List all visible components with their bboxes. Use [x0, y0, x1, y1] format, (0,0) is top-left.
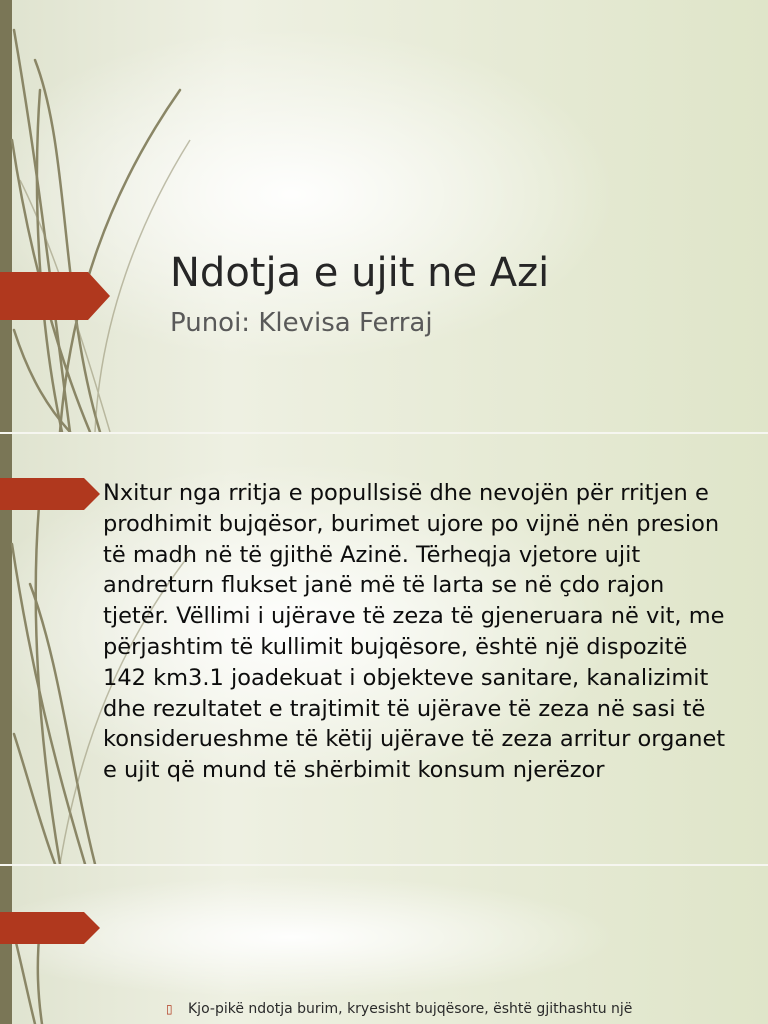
slide-body-text: Nxitur nga rritja e popullsisë dhe nevojën për rritjen e prodhimit bujqësor, burimet ujore po vijnë nën presion të madh në të gjithë Azinë. Tërheqja vjetore ujit andreturn flukset janë më të larta se në çdo rajon tjetër. Vëllimi i ujërave të zeza të gjeneruara në vit, me përjashtim të kullimit bujqësore, është një dispozitë 142 km3.1 joadekuat i objekteve sanitare, kanalizimit dhe rezultatet e trajtimit të ujërave të zeza në sasi të konsiderueshme të këtij ujërave të zeza arritur organet e ujit që mund të shërbimit konsum njerëzor [103, 480, 726, 784]
bullet-text: Kjo-pikë ndotja burim, kryesisht bujqësore, është gjithashtu një [188, 1001, 633, 1017]
side-bar [0, 866, 12, 1024]
side-bar [0, 0, 12, 432]
accent-tab-icon [0, 912, 100, 944]
slide-title: Ndotja e ujit ne Azi [170, 250, 550, 296]
title-slide [0, 0, 768, 432]
slide-subtitle: Punoi: Klevisa Ferraj [170, 308, 433, 338]
content-slide [0, 434, 768, 864]
accent-tab-icon [0, 478, 100, 510]
swirl-decoration-icon [0, 0, 200, 432]
square-bullet-icon: ▯ [166, 1002, 173, 1016]
accent-tab-icon [0, 272, 110, 320]
bullet-slide [0, 866, 768, 1024]
bullet-item [166, 999, 736, 1019]
